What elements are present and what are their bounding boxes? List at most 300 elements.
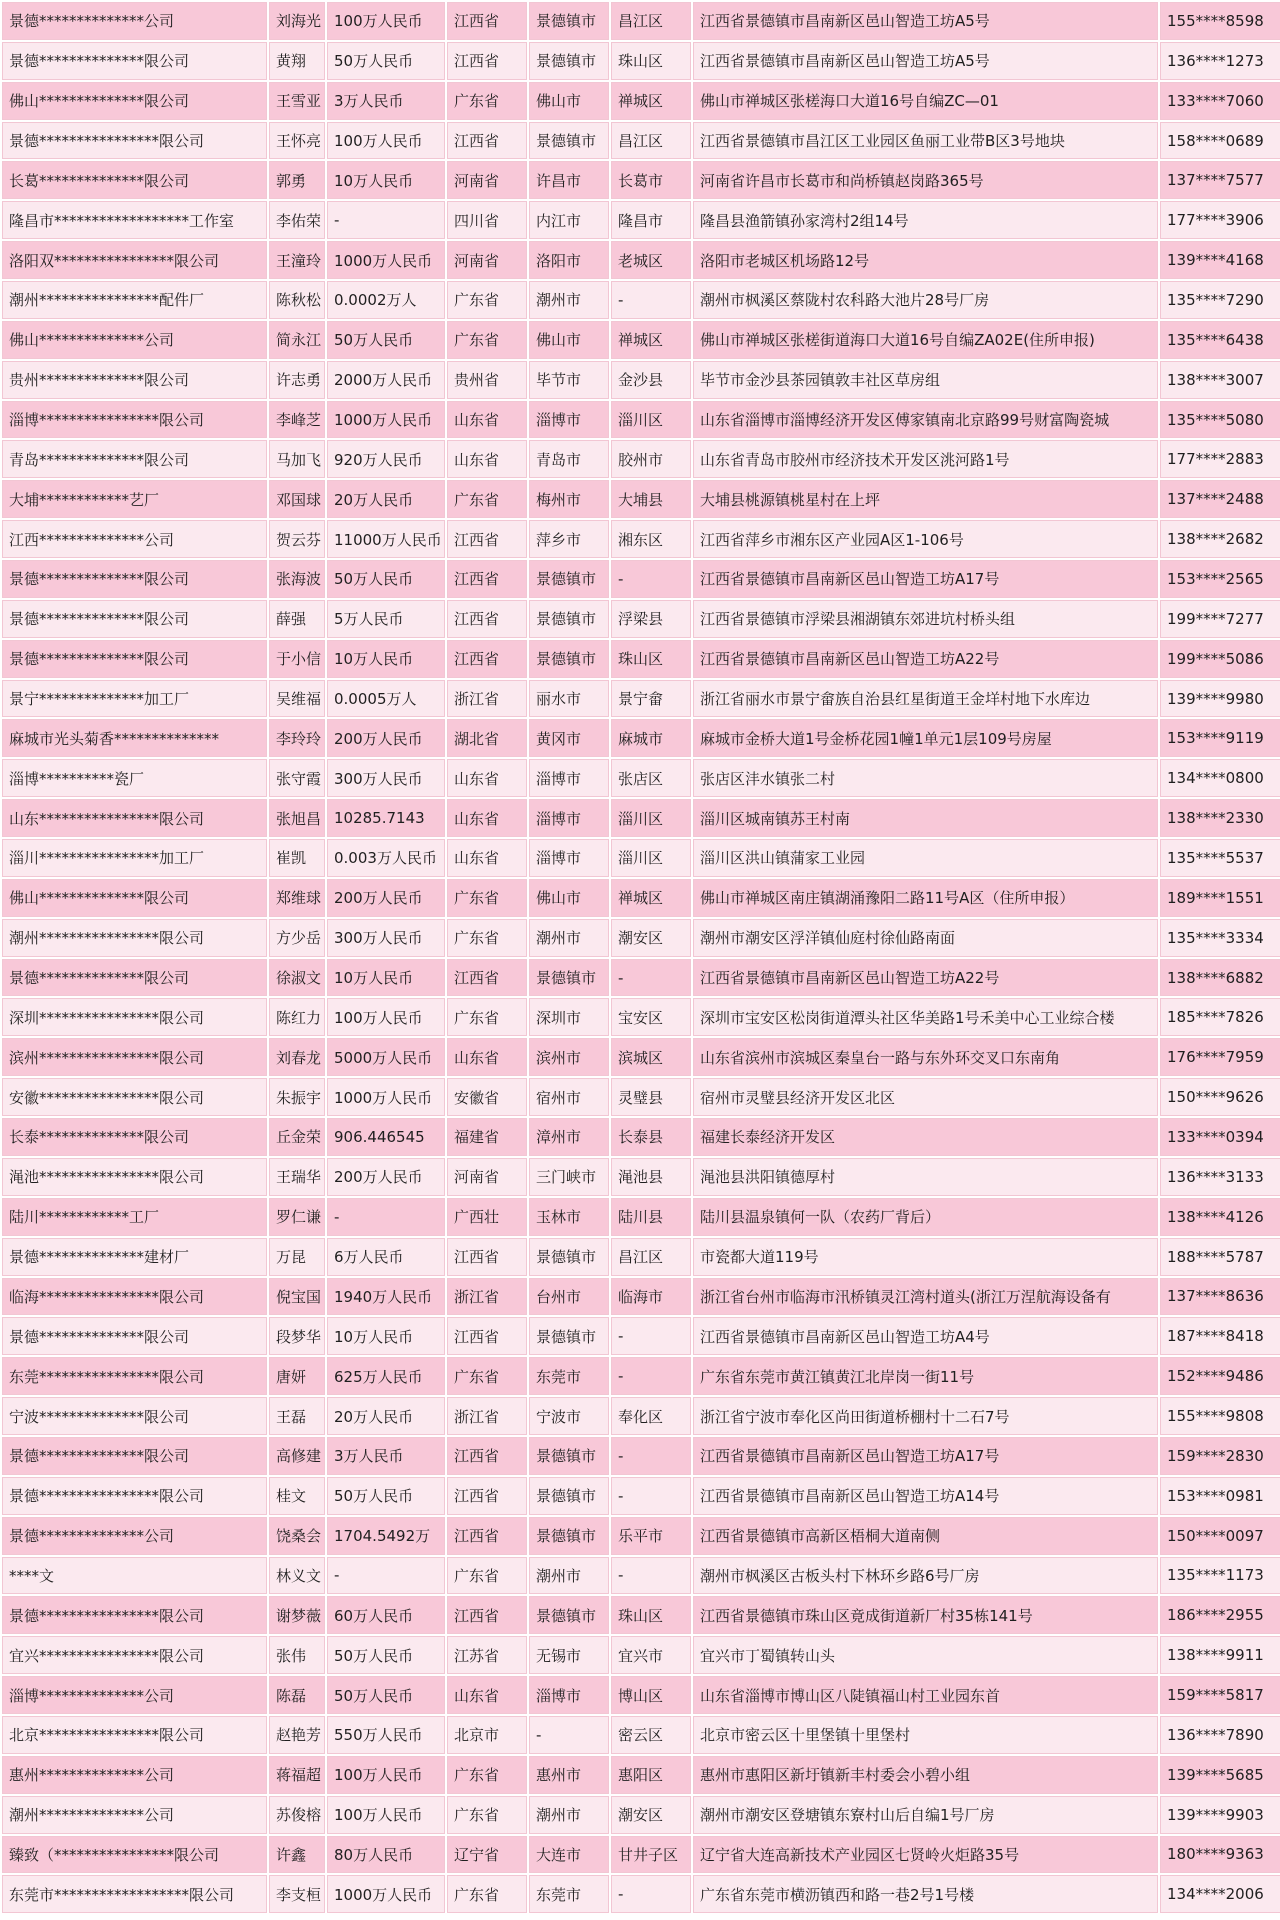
- legal-person-cell: 李玲玲: [269, 719, 325, 757]
- registered-capital-cell: 50万人民币: [327, 1636, 445, 1674]
- city-cell: 玉林市: [529, 1198, 609, 1236]
- company-cell: ****文: [2, 1557, 267, 1595]
- registered-capital-cell: 1000万人民币: [327, 401, 445, 439]
- table-row: [2, 839, 1280, 877]
- district-cell: 长葛市: [611, 161, 691, 199]
- city-cell: 潮州市: [529, 919, 609, 957]
- table-body: [2, 2, 1280, 1913]
- legal-person-cell: 王怀亮: [269, 122, 325, 160]
- registered-capital-cell: 11000万人民币: [327, 520, 445, 558]
- address-cell: 山东省淄博市淄博经济开发区傅家镇南北京路99号财富陶瓷城: [693, 401, 1158, 439]
- registered-capital-cell: 920万人民币: [327, 440, 445, 478]
- address-cell: 渑池县洪阳镇德厚村: [693, 1158, 1158, 1196]
- district-cell: 宜兴市: [611, 1636, 691, 1674]
- registered-capital-cell: -: [327, 1198, 445, 1236]
- province-cell: 山东省: [447, 839, 527, 877]
- table-row: [2, 680, 1280, 718]
- registered-capital-cell: 100万人民币: [327, 1796, 445, 1834]
- table-row: [2, 281, 1280, 319]
- district-cell: 金沙县: [611, 361, 691, 399]
- district-cell: 昌江区: [611, 1238, 691, 1276]
- phone-cell: 139****4168: [1160, 241, 1280, 279]
- district-cell: 珠山区: [611, 640, 691, 678]
- province-cell: 广东省: [447, 480, 527, 518]
- city-cell: 宿州市: [529, 1078, 609, 1116]
- province-cell: 四川省: [447, 201, 527, 239]
- company-cell: 景德****************限公司: [2, 1477, 267, 1515]
- legal-person-cell: 崔凯: [269, 839, 325, 877]
- registered-capital-cell: 50万人民币: [327, 560, 445, 598]
- city-cell: 潮州市: [529, 281, 609, 319]
- address-cell: 潮州市枫溪区古板头村下林环乡路6号厂房: [693, 1557, 1158, 1595]
- city-cell: 毕节市: [529, 361, 609, 399]
- table-row: [2, 1317, 1280, 1355]
- province-cell: 江西省: [447, 122, 527, 160]
- table-row: [2, 42, 1280, 80]
- company-cell: 淄博**************公司: [2, 1676, 267, 1714]
- address-cell: 浙江省台州市临海市汛桥镇灵江湾村道头(浙江万涅航海设备有: [693, 1278, 1158, 1316]
- address-cell: 福建长泰经济开发区: [693, 1118, 1158, 1156]
- table-row: [2, 1875, 1280, 1913]
- legal-person-cell: 张海波: [269, 560, 325, 598]
- registered-capital-cell: 1940万人民币: [327, 1278, 445, 1316]
- district-cell: 珠山区: [611, 1596, 691, 1634]
- city-cell: 景德镇市: [529, 1517, 609, 1555]
- phone-cell: 189****1551: [1160, 879, 1280, 917]
- district-cell: 昌江区: [611, 122, 691, 160]
- table-row: [2, 998, 1280, 1036]
- table-row: [2, 1477, 1280, 1515]
- table-row: [2, 1357, 1280, 1395]
- city-cell: 惠州市: [529, 1756, 609, 1794]
- city-cell: 淄博市: [529, 839, 609, 877]
- phone-cell: 137****7577: [1160, 161, 1280, 199]
- city-cell: 台州市: [529, 1278, 609, 1316]
- city-cell: 景德镇市: [529, 122, 609, 160]
- address-cell: 江西省景德镇市浮梁县湘湖镇东郊进坑村桥头组: [693, 600, 1158, 638]
- legal-person-cell: 吴维福: [269, 680, 325, 718]
- province-cell: 江西省: [447, 1517, 527, 1555]
- table-row: [2, 1596, 1280, 1634]
- address-cell: 山东省青岛市胶州市经济技术开发区洮河路1号: [693, 440, 1158, 478]
- address-cell: 河南省许昌市长葛市和尚桥镇赵岗路365号: [693, 161, 1158, 199]
- phone-cell: 153****9119: [1160, 719, 1280, 757]
- district-cell: 湘东区: [611, 520, 691, 558]
- address-cell: 江西省景德镇市高新区梧桐大道南侧: [693, 1517, 1158, 1555]
- registered-capital-cell: 2000万人民币: [327, 361, 445, 399]
- district-cell: 大埔县: [611, 480, 691, 518]
- phone-cell: 199****7277: [1160, 600, 1280, 638]
- province-cell: 广东省: [447, 1557, 527, 1595]
- province-cell: 广东省: [447, 1875, 527, 1913]
- company-cell: 潮州****************限公司: [2, 919, 267, 957]
- company-cell: 宁波**************限公司: [2, 1397, 267, 1435]
- company-cell: 青岛**************限公司: [2, 440, 267, 478]
- province-cell: 山东省: [447, 401, 527, 439]
- table-row: [2, 1756, 1280, 1794]
- registered-capital-cell: 3万人民币: [327, 82, 445, 120]
- legal-person-cell: 郑维球: [269, 879, 325, 917]
- province-cell: 山东省: [447, 759, 527, 797]
- district-cell: -: [611, 1357, 691, 1395]
- table-row: [2, 321, 1280, 359]
- table-row: [2, 1238, 1280, 1276]
- legal-person-cell: 林义文: [269, 1557, 325, 1595]
- phone-cell: 152****9486: [1160, 1357, 1280, 1395]
- company-cell: 景德**************公司: [2, 2, 267, 40]
- address-cell: 大埔县桃源镇桃星村在上坪: [693, 480, 1158, 518]
- address-cell: 深圳市宝安区松岗街道潭头社区华美路1号禾美中心工业综合楼: [693, 998, 1158, 1036]
- company-cell: 景德****************限公司: [2, 122, 267, 160]
- district-cell: 禅城区: [611, 879, 691, 917]
- phone-cell: 138****2330: [1160, 799, 1280, 837]
- district-cell: 禅城区: [611, 82, 691, 120]
- province-cell: 辽宁省: [447, 1836, 527, 1874]
- province-cell: 江西省: [447, 1437, 527, 1475]
- phone-cell: 136****1273: [1160, 42, 1280, 80]
- company-cell: 佛山**************限公司: [2, 879, 267, 917]
- company-cell: 景德**************限公司: [2, 959, 267, 997]
- district-cell: -: [611, 1477, 691, 1515]
- province-cell: 广东省: [447, 82, 527, 120]
- company-cell: 安徽****************限公司: [2, 1078, 267, 1116]
- province-cell: 广西壮: [447, 1198, 527, 1236]
- city-cell: 潮州市: [529, 1796, 609, 1834]
- city-cell: 佛山市: [529, 879, 609, 917]
- registered-capital-cell: 10万人民币: [327, 640, 445, 678]
- phone-cell: 155****9808: [1160, 1397, 1280, 1435]
- province-cell: 山东省: [447, 799, 527, 837]
- city-cell: 景德镇市: [529, 1437, 609, 1475]
- address-cell: 广东省东莞市横沥镇西和路一巷2号1号楼: [693, 1875, 1158, 1913]
- phone-cell: 188****5787: [1160, 1238, 1280, 1276]
- address-cell: 辽宁省大连高新技术产业园区七贤岭火炬路35号: [693, 1836, 1158, 1874]
- phone-cell: 153****0981: [1160, 1477, 1280, 1515]
- table-row: [2, 82, 1280, 120]
- district-cell: -: [611, 1317, 691, 1355]
- registered-capital-cell: 625万人民币: [327, 1357, 445, 1395]
- phone-cell: 135****5080: [1160, 401, 1280, 439]
- district-cell: -: [611, 281, 691, 319]
- district-cell: 麻城市: [611, 719, 691, 757]
- company-cell: 深圳****************限公司: [2, 998, 267, 1036]
- legal-person-cell: 陈秋松: [269, 281, 325, 319]
- legal-person-cell: 王瑞华: [269, 1158, 325, 1196]
- table-row: [2, 1078, 1280, 1116]
- legal-person-cell: 唐妍: [269, 1357, 325, 1395]
- city-cell: 景德镇市: [529, 1477, 609, 1515]
- phone-cell: 134****2006: [1160, 1875, 1280, 1913]
- company-cell: 宜兴****************限公司: [2, 1636, 267, 1674]
- address-cell: 山东省滨州市滨城区秦皇台一路与东外环交叉口东南角: [693, 1038, 1158, 1076]
- company-cell: 东莞****************限公司: [2, 1357, 267, 1395]
- district-cell: 淄川区: [611, 401, 691, 439]
- registered-capital-cell: -: [327, 201, 445, 239]
- province-cell: 浙江省: [447, 680, 527, 718]
- phone-cell: 139****9903: [1160, 1796, 1280, 1834]
- company-cell: 景德**************限公司: [2, 1317, 267, 1355]
- province-cell: 山东省: [447, 1676, 527, 1714]
- city-cell: 漳州市: [529, 1118, 609, 1156]
- province-cell: 广东省: [447, 321, 527, 359]
- phone-cell: 138****9911: [1160, 1636, 1280, 1674]
- registered-capital-cell: 5000万人民币: [327, 1038, 445, 1076]
- registered-capital-cell: 6万人民币: [327, 1238, 445, 1276]
- table-row: [2, 1796, 1280, 1834]
- province-cell: 广东省: [447, 281, 527, 319]
- table-row: [2, 122, 1280, 160]
- registered-capital-cell: 200万人民币: [327, 879, 445, 917]
- phone-cell: 138****6882: [1160, 959, 1280, 997]
- company-cell: 东莞市******************限公司: [2, 1875, 267, 1913]
- registered-capital-cell: 20万人民币: [327, 1397, 445, 1435]
- legal-person-cell: 罗仁谦: [269, 1198, 325, 1236]
- registered-capital-cell: 10285.7143: [327, 799, 445, 837]
- company-cell: 渑池****************限公司: [2, 1158, 267, 1196]
- table-row: [2, 520, 1280, 558]
- address-cell: 江西省景德镇市昌南新区邑山智造工坊A5号: [693, 2, 1158, 40]
- province-cell: 浙江省: [447, 1397, 527, 1435]
- district-cell: -: [611, 1437, 691, 1475]
- phone-cell: 137****8636: [1160, 1278, 1280, 1316]
- city-cell: 宁波市: [529, 1397, 609, 1435]
- address-cell: 江西省萍乡市湘东区产业园A区1-106号: [693, 520, 1158, 558]
- company-cell: 景德**************限公司: [2, 42, 267, 80]
- legal-person-cell: 陈磊: [269, 1676, 325, 1714]
- province-cell: 山东省: [447, 440, 527, 478]
- table-row: [2, 959, 1280, 997]
- phone-cell: 133****7060: [1160, 82, 1280, 120]
- table-row: [2, 799, 1280, 837]
- table-row: [2, 1038, 1280, 1076]
- phone-cell: 159****5817: [1160, 1676, 1280, 1714]
- address-cell: 浙江省宁波市奉化区尚田街道桥棚村十二石7号: [693, 1397, 1158, 1435]
- district-cell: 密云区: [611, 1716, 691, 1754]
- registered-capital-cell: 0.003万人民币: [327, 839, 445, 877]
- address-cell: 北京市密云区十里堡镇十里堡村: [693, 1716, 1158, 1754]
- province-cell: 江西省: [447, 520, 527, 558]
- province-cell: 江苏省: [447, 1636, 527, 1674]
- district-cell: 隆昌市: [611, 201, 691, 239]
- address-cell: 佛山市禅城区张槎街道海口大道16号自编ZA02E(住所申报): [693, 321, 1158, 359]
- registered-capital-cell: 50万人民币: [327, 321, 445, 359]
- address-cell: 潮州市潮安区登塘镇东寮村山后自编1号厂房: [693, 1796, 1158, 1834]
- legal-person-cell: 赵艳芳: [269, 1716, 325, 1754]
- district-cell: 长泰县: [611, 1118, 691, 1156]
- legal-person-cell: 李峰芝: [269, 401, 325, 439]
- registered-capital-cell: 10万人民币: [327, 959, 445, 997]
- registered-capital-cell: 10万人民币: [327, 1317, 445, 1355]
- city-cell: 淄博市: [529, 401, 609, 439]
- registered-capital-cell: 60万人民币: [327, 1596, 445, 1634]
- registered-capital-cell: 300万人民币: [327, 919, 445, 957]
- company-cell: 佛山**************限公司: [2, 82, 267, 120]
- city-cell: 景德镇市: [529, 640, 609, 678]
- registered-capital-cell: 50万人民币: [327, 1676, 445, 1714]
- company-cell: 贵州**************限公司: [2, 361, 267, 399]
- city-cell: 梅州市: [529, 480, 609, 518]
- district-cell: 珠山区: [611, 42, 691, 80]
- province-cell: 广东省: [447, 879, 527, 917]
- province-cell: 河南省: [447, 161, 527, 199]
- address-cell: 江西省景德镇市昌南新区邑山智造工坊A22号: [693, 640, 1158, 678]
- province-cell: 湖北省: [447, 719, 527, 757]
- legal-person-cell: 王磊: [269, 1397, 325, 1435]
- table-row: [2, 640, 1280, 678]
- address-cell: 淄川区洪山镇蒲家工业园: [693, 839, 1158, 877]
- city-cell: 淄博市: [529, 799, 609, 837]
- phone-cell: 137****2488: [1160, 480, 1280, 518]
- legal-person-cell: 饶桑会: [269, 1517, 325, 1555]
- phone-cell: 185****7826: [1160, 998, 1280, 1036]
- phone-cell: 135****6438: [1160, 321, 1280, 359]
- district-cell: 胶州市: [611, 440, 691, 478]
- phone-cell: 186****2955: [1160, 1596, 1280, 1634]
- legal-person-cell: 谢梦薇: [269, 1596, 325, 1634]
- legal-person-cell: 简永江: [269, 321, 325, 359]
- province-cell: 广东省: [447, 919, 527, 957]
- legal-person-cell: 段梦华: [269, 1317, 325, 1355]
- city-cell: 景德镇市: [529, 560, 609, 598]
- phone-cell: 150****9626: [1160, 1078, 1280, 1116]
- phone-cell: 176****7959: [1160, 1038, 1280, 1076]
- phone-cell: 136****7890: [1160, 1716, 1280, 1754]
- table-row: [2, 600, 1280, 638]
- district-cell: 乐平市: [611, 1517, 691, 1555]
- legal-person-cell: 李佑荣: [269, 201, 325, 239]
- address-cell: 淄川区城南镇苏王村南: [693, 799, 1158, 837]
- district-cell: 奉化区: [611, 1397, 691, 1435]
- phone-cell: 135****5537: [1160, 839, 1280, 877]
- district-cell: 博山区: [611, 1676, 691, 1714]
- table-row: [2, 241, 1280, 279]
- company-cell: 景德**************限公司: [2, 600, 267, 638]
- legal-person-cell: 徐淑文: [269, 959, 325, 997]
- table-row: [2, 719, 1280, 757]
- phone-cell: 159****2830: [1160, 1437, 1280, 1475]
- company-cell: 景德**************限公司: [2, 1437, 267, 1475]
- address-cell: 山东省淄博市博山区八陡镇福山村工业园东首: [693, 1676, 1158, 1714]
- address-cell: 宜兴市丁蜀镇转山头: [693, 1636, 1158, 1674]
- address-cell: 潮州市潮安区浮洋镇仙庭村徐仙路南面: [693, 919, 1158, 957]
- phone-cell: 180****9363: [1160, 1836, 1280, 1874]
- address-cell: 浙江省丽水市景宁畲族自治县红星街道王金垟村地下水库边: [693, 680, 1158, 718]
- province-cell: 山东省: [447, 1038, 527, 1076]
- address-cell: 毕节市金沙县茶园镇敦丰社区草房组: [693, 361, 1158, 399]
- phone-cell: 134****0800: [1160, 759, 1280, 797]
- phone-cell: 138****2682: [1160, 520, 1280, 558]
- province-cell: 广东省: [447, 998, 527, 1036]
- city-cell: 景德镇市: [529, 1238, 609, 1276]
- registered-capital-cell: 100万人民币: [327, 1756, 445, 1794]
- district-cell: 潮安区: [611, 1796, 691, 1834]
- district-cell: 景宁畲: [611, 680, 691, 718]
- province-cell: 江西省: [447, 1317, 527, 1355]
- table-row: [2, 480, 1280, 518]
- company-cell: 北京****************限公司: [2, 1716, 267, 1754]
- province-cell: 江西省: [447, 640, 527, 678]
- registered-capital-cell: 100万人民币: [327, 2, 445, 40]
- registered-capital-cell: 100万人民币: [327, 122, 445, 160]
- table-row: [2, 1636, 1280, 1674]
- phone-cell: 177****3906: [1160, 201, 1280, 239]
- company-cell: 景德**************建材厂: [2, 1238, 267, 1276]
- company-cell: 临海****************限公司: [2, 1278, 267, 1316]
- legal-person-cell: 丘金荣: [269, 1118, 325, 1156]
- city-cell: 青岛市: [529, 440, 609, 478]
- table-row: [2, 1557, 1280, 1595]
- company-cell: 潮州****************配件厂: [2, 281, 267, 319]
- legal-person-cell: 刘春龙: [269, 1038, 325, 1076]
- company-cell: 景德****************限公司: [2, 1596, 267, 1634]
- phone-cell: 199****5086: [1160, 640, 1280, 678]
- table-row: [2, 361, 1280, 399]
- city-cell: 深圳市: [529, 998, 609, 1036]
- company-cell: 淄博**********瓷厂: [2, 759, 267, 797]
- company-cell: 洛阳双****************限公司: [2, 241, 267, 279]
- district-cell: 临海市: [611, 1278, 691, 1316]
- district-cell: 灵璧县: [611, 1078, 691, 1116]
- phone-cell: 138****4126: [1160, 1198, 1280, 1236]
- address-cell: 江西省景德镇市昌南新区邑山智造工坊A17号: [693, 560, 1158, 598]
- legal-person-cell: 刘海光: [269, 2, 325, 40]
- district-cell: 甘井子区: [611, 1836, 691, 1874]
- table-row: [2, 560, 1280, 598]
- city-cell: 景德镇市: [529, 2, 609, 40]
- address-cell: 隆昌县渔箭镇孙家湾村2组14号: [693, 201, 1158, 239]
- company-cell: 景宁**************加工厂: [2, 680, 267, 718]
- table-row: [2, 1517, 1280, 1555]
- registered-capital-cell: 10万人民币: [327, 161, 445, 199]
- company-cell: 景德**************限公司: [2, 640, 267, 678]
- address-cell: 张店区沣水镇张二村: [693, 759, 1158, 797]
- phone-cell: 133****0394: [1160, 1118, 1280, 1156]
- legal-person-cell: 薛强: [269, 600, 325, 638]
- legal-person-cell: 苏俊榕: [269, 1796, 325, 1834]
- registered-capital-cell: 300万人民币: [327, 759, 445, 797]
- district-cell: 潮安区: [611, 919, 691, 957]
- city-cell: 佛山市: [529, 321, 609, 359]
- district-cell: 渑池县: [611, 1158, 691, 1196]
- registered-capital-cell: 50万人民币: [327, 42, 445, 80]
- province-cell: 浙江省: [447, 1278, 527, 1316]
- province-cell: 广东省: [447, 1796, 527, 1834]
- phone-cell: 138****3007: [1160, 361, 1280, 399]
- address-cell: 麻城市金桥大道1号金桥花园1幢1单元1层109号房屋: [693, 719, 1158, 757]
- legal-person-cell: 王潼玲: [269, 241, 325, 279]
- address-cell: 江西省景德镇市昌南新区邑山智造工坊A14号: [693, 1477, 1158, 1515]
- phone-cell: 187****8418: [1160, 1317, 1280, 1355]
- address-cell: 江西省景德镇市昌南新区邑山智造工坊A4号: [693, 1317, 1158, 1355]
- address-cell: 佛山市禅城区张槎海口大道16号自编ZC—01: [693, 82, 1158, 120]
- registered-capital-cell: -: [327, 1557, 445, 1595]
- city-cell: 景德镇市: [529, 1596, 609, 1634]
- registered-capital-cell: 200万人民币: [327, 719, 445, 757]
- province-cell: 江西省: [447, 42, 527, 80]
- table-row: [2, 879, 1280, 917]
- city-cell: 无锡市: [529, 1636, 609, 1674]
- company-cell: 淄川****************加工厂: [2, 839, 267, 877]
- province-cell: 江西省: [447, 560, 527, 598]
- address-cell: 潮州市枫溪区蔡陇村农科路大池片28号厂房: [693, 281, 1158, 319]
- legal-person-cell: 王雪亚: [269, 82, 325, 120]
- legal-person-cell: 张旭昌: [269, 799, 325, 837]
- city-cell: 潮州市: [529, 1557, 609, 1595]
- district-cell: 张店区: [611, 759, 691, 797]
- address-cell: 江西省景德镇市昌南新区邑山智造工坊A22号: [693, 959, 1158, 997]
- district-cell: 浮梁县: [611, 600, 691, 638]
- registered-capital-cell: 1704.5492万: [327, 1517, 445, 1555]
